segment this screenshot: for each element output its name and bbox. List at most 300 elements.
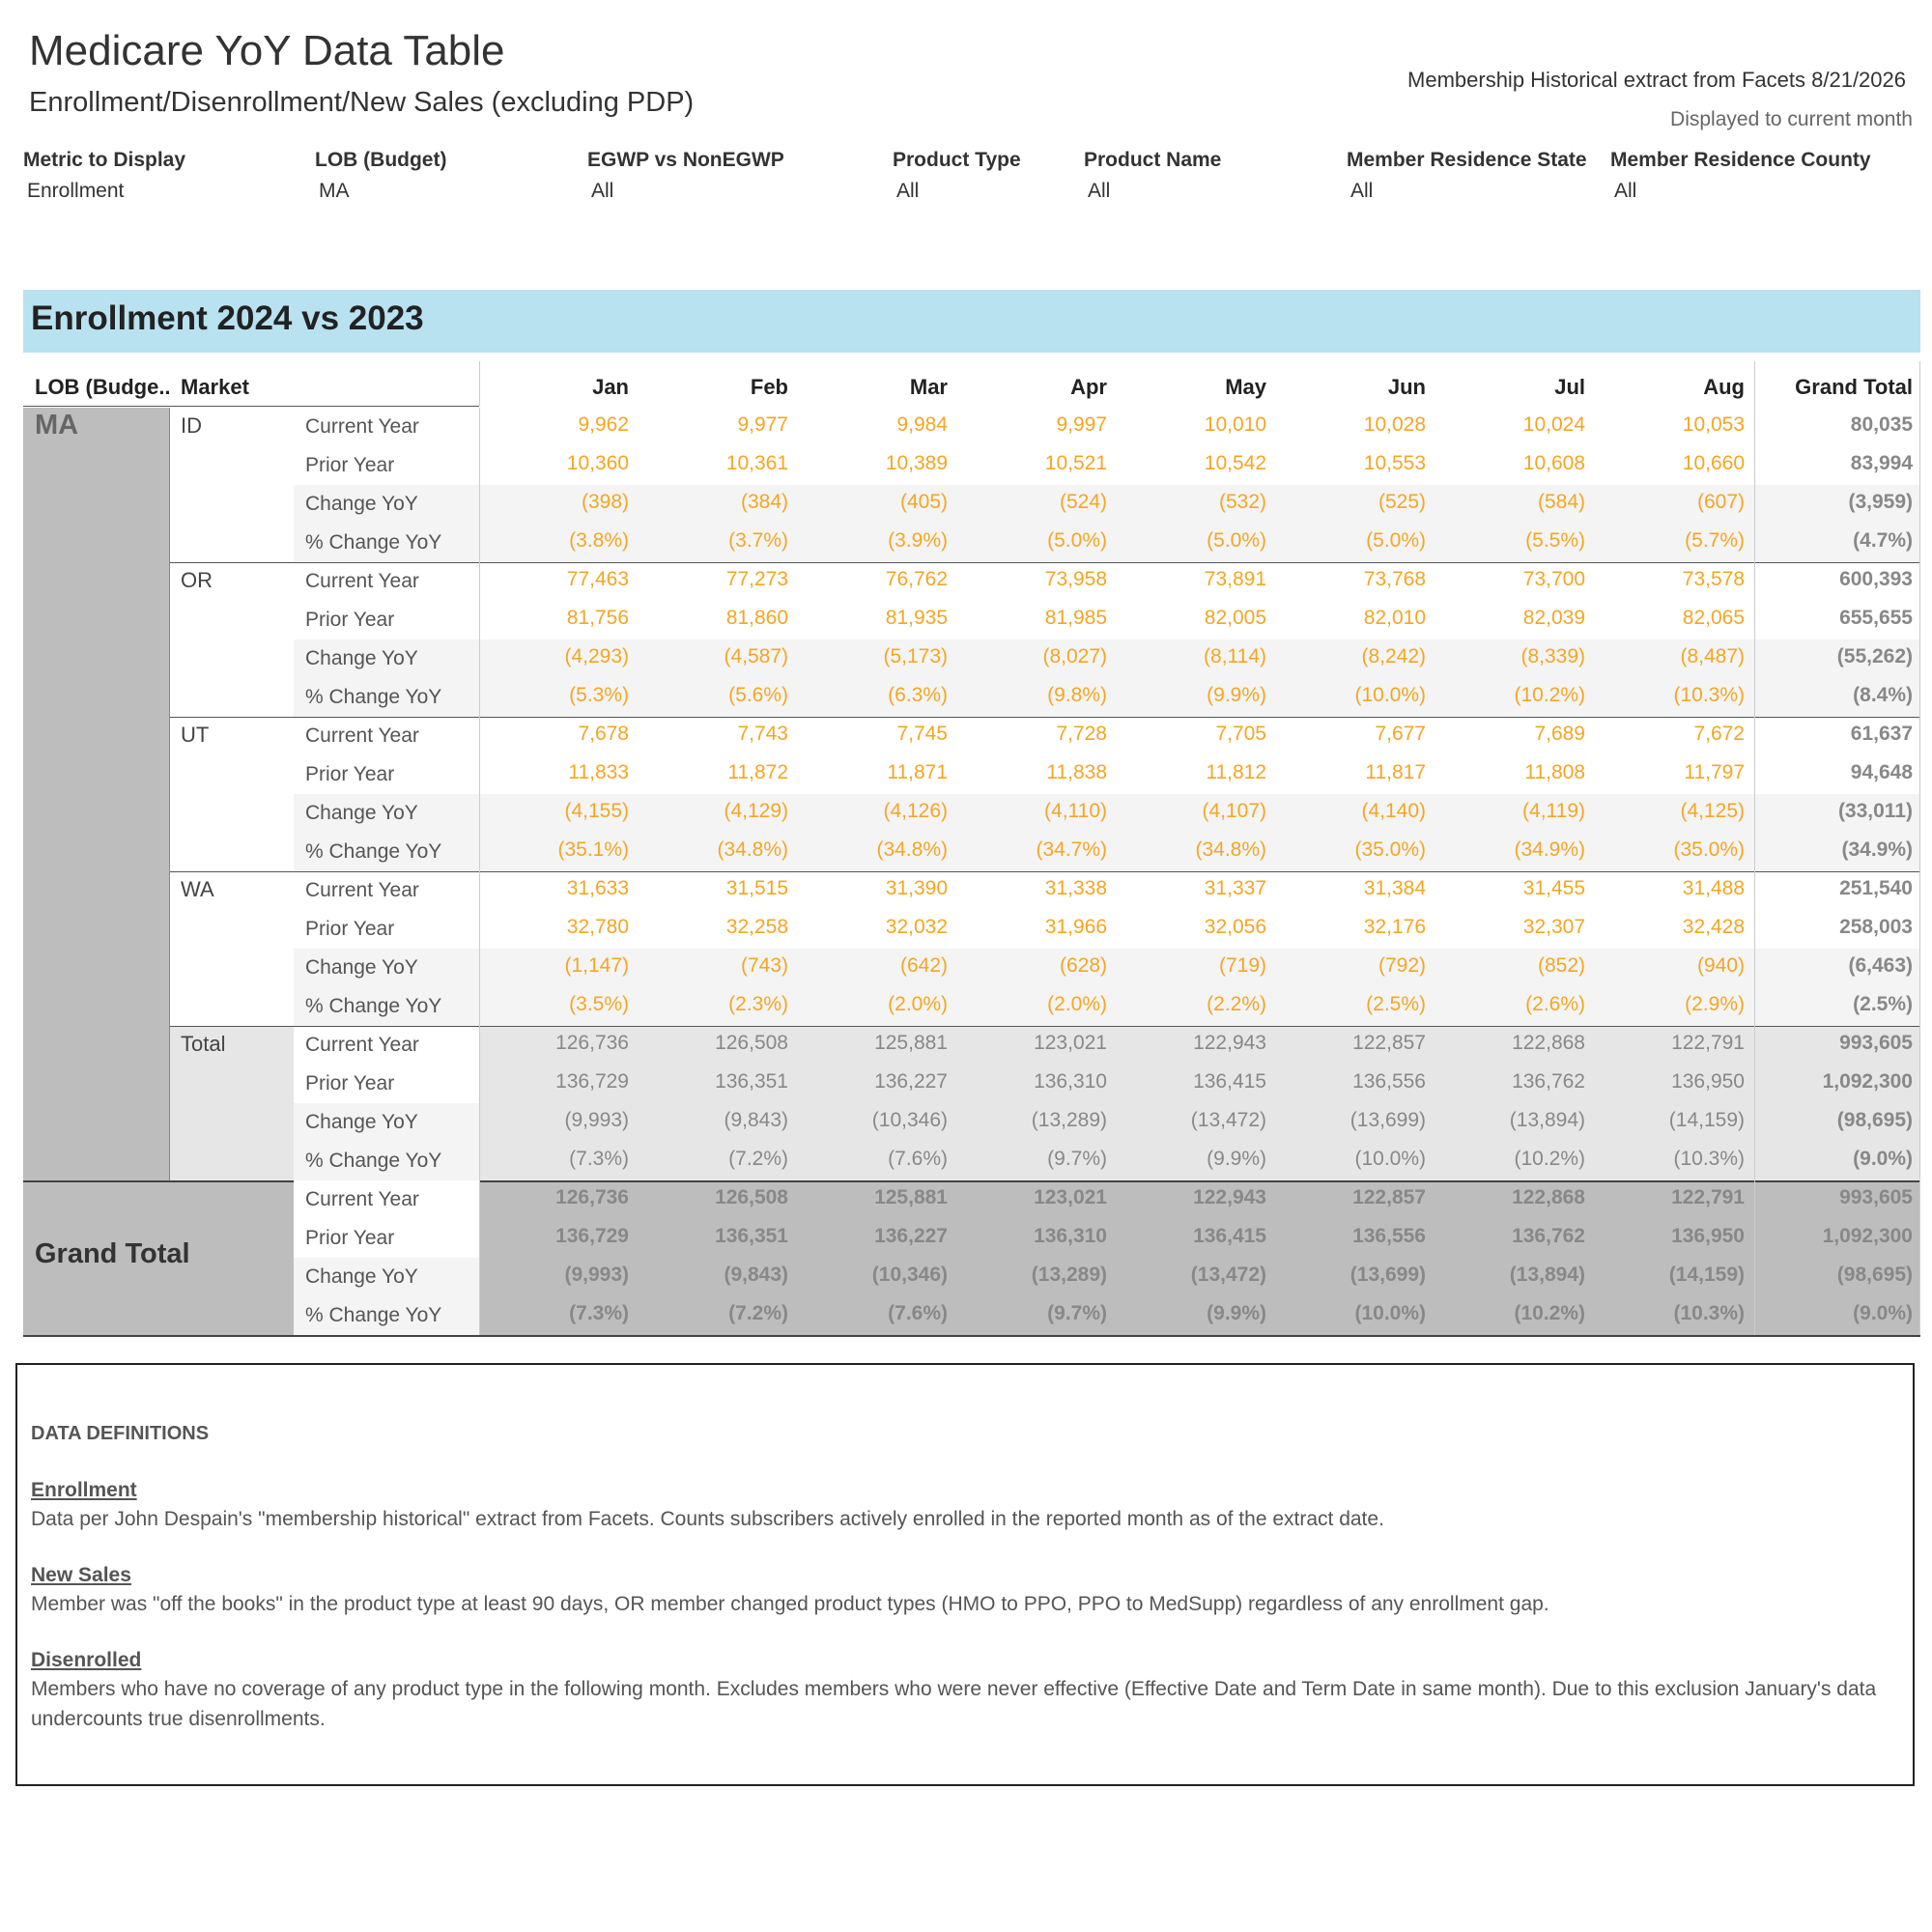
table-cell[interactable]: (9.9%) (1207, 1148, 1266, 1170)
table-cell[interactable]: (4,129) (724, 800, 788, 822)
row-grand-total[interactable]: 1,092,300 (1822, 1070, 1913, 1093)
grand-total-cell[interactable]: (9,993) (564, 1264, 629, 1286)
metric-label: Current Year (305, 570, 419, 592)
market-label: OR (181, 568, 213, 592)
table-cell[interactable]: 10,660 (1682, 452, 1745, 474)
table-cell[interactable]: 125,881 (874, 1032, 948, 1054)
grand-total-total[interactable]: (98,695) (1836, 1264, 1913, 1286)
grand-total-cell[interactable]: 122,943 (1193, 1186, 1266, 1208)
market-divider (169, 562, 1920, 563)
market-label: WA (181, 877, 214, 901)
grand-total-cell[interactable]: 136,950 (1671, 1225, 1745, 1247)
table-cell[interactable]: (35.0%) (1354, 838, 1426, 861)
table-cell[interactable]: 10,024 (1522, 413, 1585, 436)
table-cell[interactable]: 82,065 (1682, 607, 1745, 629)
table-cell[interactable]: (852) (1537, 954, 1585, 977)
table-cell[interactable]: 10,608 (1522, 452, 1585, 474)
header-divider (23, 406, 479, 407)
metric-label: % Change YoY (305, 1304, 442, 1326)
filter-value[interactable]: All (591, 180, 614, 202)
table-cell[interactable]: (398) (581, 491, 629, 513)
metric-label: Current Year (305, 724, 419, 747)
table-cell[interactable]: (525) (1378, 491, 1426, 513)
table-cell[interactable]: (6.3%) (888, 684, 948, 706)
table-cell[interactable]: (34.9%) (1514, 838, 1585, 861)
metric-label: Change YoY (305, 956, 418, 979)
table-cell[interactable]: (628) (1059, 954, 1107, 977)
section-banner (23, 290, 1920, 353)
table-cell[interactable]: (3.5%) (569, 993, 629, 1015)
table-cell[interactable]: (9.8%) (1047, 684, 1107, 706)
table-cell[interactable]: 122,868 (1512, 1032, 1585, 1054)
table-cell[interactable]: (642) (899, 954, 948, 977)
definition-text-disenrolled: Members who have no coverage of any product type in the following month. Excludes members who were never effective (Effective Date and Term Date in same month). Due to this exclusion January's data undercounts true disenrollments. (31, 1678, 1877, 1730)
metric-label: Change YoY (305, 1111, 418, 1133)
table-cell[interactable]: (2.0%) (1047, 993, 1107, 1015)
grand-total-cell[interactable]: (10.0%) (1354, 1302, 1426, 1324)
filter-value[interactable]: Enrollment (27, 180, 125, 202)
table-cell[interactable]: (10.2%) (1514, 684, 1585, 706)
table-cell[interactable]: 136,351 (715, 1070, 788, 1093)
grand-total-cell[interactable]: 122,791 (1671, 1186, 1745, 1208)
table-cell[interactable]: (4,155) (564, 800, 629, 822)
table-cell[interactable]: 31,515 (725, 877, 788, 899)
row-grand-total[interactable]: (98,695) (1836, 1109, 1913, 1131)
market-divider (169, 717, 1920, 718)
grand-total-cell[interactable]: 125,881 (874, 1186, 948, 1208)
table-cell[interactable]: (2.5%) (1366, 993, 1426, 1015)
lob-band (23, 408, 169, 1180)
grand-total-cell[interactable]: (7.3%) (569, 1302, 629, 1324)
metric-label: Current Year (305, 879, 419, 901)
table-cell[interactable]: (4,125) (1680, 800, 1745, 822)
grand-total-cell[interactable]: (13,699) (1350, 1264, 1426, 1286)
column-header-market[interactable]: Market (181, 375, 249, 399)
table-cell[interactable]: 73,958 (1044, 568, 1107, 590)
table-cell[interactable]: 81,756 (566, 607, 629, 629)
column-header-month[interactable]: Aug (1703, 375, 1745, 399)
table-cell[interactable]: 73,891 (1204, 568, 1266, 590)
table-cell[interactable]: 122,791 (1671, 1032, 1745, 1054)
table-cell[interactable]: 31,337 (1204, 877, 1266, 899)
metric-label: % Change YoY (305, 531, 442, 554)
table-cell[interactable]: 126,508 (715, 1032, 788, 1054)
table-cell[interactable]: 81,860 (725, 607, 788, 629)
row-grand-total[interactable]: (3,959) (1848, 491, 1913, 513)
metric-label: % Change YoY (305, 995, 442, 1017)
table-cell[interactable]: 32,056 (1204, 916, 1266, 938)
grand-total-cell[interactable]: 136,729 (555, 1225, 629, 1247)
column-header-month[interactable]: Feb (750, 375, 788, 399)
definition-text-enrollment: Data per John Despain's "membership historical" extract from Facets. Counts subscribers actively enrolled in the reported month as of the extract date. (31, 1508, 1384, 1530)
table-cell[interactable]: (405) (899, 491, 948, 513)
definition-title-enrollment: Enrollment (31, 1479, 137, 1501)
grand-total-cell[interactable]: (7.2%) (728, 1302, 788, 1324)
table-cell[interactable]: (5.3%) (569, 684, 629, 706)
table-cell[interactable]: (2.6%) (1525, 993, 1585, 1015)
table-cell[interactable]: (34.8%) (717, 838, 788, 861)
section-title: Enrollment 2024 vs 2023 (31, 299, 424, 337)
filter-label: Product Name (1084, 149, 1222, 171)
table-cell[interactable]: (5.0%) (1366, 529, 1426, 552)
table-cell[interactable]: (10,346) (871, 1109, 948, 1131)
metric-label: Current Year (305, 415, 419, 438)
table-cell[interactable]: 82,010 (1363, 607, 1426, 629)
filter-label: Product Type (893, 149, 1021, 171)
row-grand-total[interactable]: (4.7%) (1853, 529, 1913, 552)
market-label: UT (181, 723, 210, 747)
table-cell[interactable]: (34.8%) (1195, 838, 1266, 861)
row-grand-total[interactable]: (34.9%) (1841, 838, 1913, 861)
metric-label: Prior Year (305, 1072, 395, 1094)
grand-total-cell[interactable]: (14,159) (1668, 1264, 1745, 1286)
table-right-border (1919, 361, 1920, 1335)
metric-label: Change YoY (305, 493, 418, 515)
table-cell[interactable]: 9,997 (1056, 413, 1107, 436)
grand-total-cell[interactable]: 136,310 (1034, 1225, 1107, 1247)
metric-label: Prior Year (305, 1227, 395, 1249)
table-cell[interactable]: (3.8%) (569, 529, 629, 552)
table-cell[interactable]: (9,843) (724, 1109, 788, 1131)
extract-note: Membership Historical extract from Facets 8/21/2026 (1407, 68, 1906, 92)
table-cell[interactable]: (3.9%) (888, 529, 948, 552)
column-header-month[interactable]: Jul (1554, 375, 1585, 399)
grand-total-cell[interactable]: 126,736 (555, 1186, 629, 1208)
table-cell[interactable]: 31,966 (1044, 916, 1107, 938)
grand-total-cell[interactable]: 122,857 (1352, 1186, 1426, 1208)
row-grand-total[interactable]: (33,011) (1837, 800, 1913, 822)
table-cell[interactable]: 82,005 (1204, 607, 1266, 629)
row-grand-total[interactable]: (2.5%) (1853, 993, 1913, 1015)
table-cell[interactable]: 7,743 (737, 723, 788, 745)
table-cell[interactable]: (792) (1378, 954, 1426, 977)
table-cell[interactable]: (3.7%) (728, 529, 788, 552)
grand-total-cell[interactable]: (7.6%) (888, 1302, 948, 1324)
table-cell[interactable]: 10,053 (1682, 413, 1745, 436)
grand-total-cell[interactable]: (13,472) (1190, 1264, 1266, 1286)
display-note: Displayed to current month (1670, 108, 1913, 130)
market-column-divider (169, 408, 170, 1180)
row-grand-total[interactable]: 80,035 (1850, 413, 1913, 436)
grand-total-cell[interactable]: (13,289) (1031, 1264, 1107, 1286)
table-cell[interactable]: (13,472) (1190, 1109, 1266, 1131)
table-cell[interactable]: 136,950 (1671, 1070, 1745, 1093)
table-cell[interactable]: 73,768 (1363, 568, 1426, 590)
data-column-divider (479, 408, 480, 1335)
table-cell[interactable]: 76,762 (885, 568, 948, 590)
row-grand-total[interactable]: 83,994 (1850, 452, 1913, 474)
metric-label: Prior Year (305, 609, 395, 631)
market-label: ID (181, 413, 202, 438)
table-cell[interactable]: (13,699) (1350, 1109, 1426, 1131)
filter-value[interactable]: MA (319, 180, 350, 202)
table-cell[interactable]: (8,242) (1361, 645, 1426, 668)
table-cell[interactable]: 32,780 (566, 916, 629, 938)
row-grand-total[interactable]: 655,655 (1839, 607, 1913, 629)
column-header-month[interactable]: Mar (909, 375, 948, 399)
grand-total-total[interactable]: 1,092,300 (1822, 1225, 1913, 1247)
table-cell[interactable]: 136,310 (1034, 1070, 1107, 1093)
table-cell[interactable]: 32,176 (1363, 916, 1426, 938)
grand-total-cell[interactable]: 136,556 (1352, 1225, 1426, 1247)
table-cell[interactable]: 32,032 (885, 916, 948, 938)
filter-5[interactable] (1347, 149, 1587, 203)
grand-total-cell[interactable]: (10.2%) (1514, 1302, 1585, 1324)
filter-label: LOB (Budget) (315, 149, 447, 171)
table-cell[interactable]: (10.3%) (1673, 1148, 1745, 1170)
table-cell[interactable]: (5,173) (883, 645, 948, 668)
filter-value[interactable]: All (1614, 180, 1637, 202)
metric-label: Change YoY (305, 647, 418, 669)
table-cell[interactable]: (4,587) (724, 645, 788, 668)
grand-total-cell[interactable]: (10.3%) (1673, 1302, 1745, 1324)
table-cell[interactable]: 11,871 (887, 761, 948, 783)
table-cell[interactable]: (9.9%) (1207, 684, 1266, 706)
metric-label: Change YoY (305, 802, 418, 824)
table-cell[interactable]: (10.3%) (1673, 684, 1745, 706)
table-cell[interactable]: (7.2%) (728, 1148, 788, 1170)
grand-total-cell[interactable]: (9.9%) (1207, 1302, 1266, 1324)
grand-total-cell[interactable]: (9,843) (724, 1264, 788, 1286)
grand-total-cell[interactable]: 136,762 (1512, 1225, 1585, 1247)
table-cell[interactable]: (524) (1059, 491, 1107, 513)
table-cell[interactable]: (5.7%) (1685, 529, 1745, 552)
metric-label: Current Year (305, 1188, 419, 1210)
table-cell[interactable]: 31,488 (1682, 877, 1745, 899)
table-cell[interactable]: (940) (1696, 954, 1745, 977)
row-grand-total[interactable]: 993,605 (1839, 1032, 1913, 1054)
row-grand-total[interactable]: 94,648 (1850, 761, 1913, 783)
table-cell[interactable]: 11,833 (568, 761, 629, 783)
metric-label: Current Year (305, 1034, 419, 1056)
filter-value[interactable]: All (896, 180, 920, 202)
table-cell[interactable]: (35.1%) (557, 838, 629, 861)
table-cell[interactable]: 10,389 (885, 452, 948, 474)
table-cell[interactable]: 9,962 (578, 413, 629, 436)
table-cell[interactable]: (13,289) (1031, 1109, 1107, 1131)
definition-text-new-sales: Member was "off the books" in the product type at least 90 days, OR member changed product types (HMO to PPO, PPO to MedSupp) regardless of any enrollment gap. (31, 1593, 1549, 1615)
table-cell[interactable]: 7,705 (1215, 723, 1266, 745)
table-cell[interactable]: (10.0%) (1354, 684, 1426, 706)
table-cell[interactable]: (4,293) (564, 645, 629, 668)
market-label: Total (181, 1032, 226, 1056)
table-cell[interactable]: 10,553 (1363, 452, 1426, 474)
table-cell[interactable]: (2.3%) (728, 993, 788, 1015)
filter-value[interactable]: All (1088, 180, 1111, 202)
table-cell[interactable]: 11,812 (1206, 761, 1266, 783)
table-cell[interactable]: (384) (740, 491, 788, 513)
table-cell[interactable]: 10,542 (1204, 452, 1266, 474)
table-cell[interactable]: (9.7%) (1047, 1148, 1107, 1170)
table-cell[interactable]: 31,633 (566, 877, 629, 899)
metric-label: Prior Year (305, 454, 395, 476)
row-grand-total[interactable]: 61,637 (1850, 723, 1913, 745)
table-cell[interactable]: 9,984 (896, 413, 948, 436)
table-cell[interactable]: 123,021 (1034, 1032, 1107, 1054)
table-cell[interactable]: 122,943 (1193, 1032, 1266, 1054)
table-cell[interactable]: (7.6%) (888, 1148, 948, 1170)
table-cell[interactable]: (5.5%) (1525, 529, 1585, 552)
grand-total-cell[interactable]: 126,508 (715, 1186, 788, 1208)
row-grand-total[interactable]: (8.4%) (1853, 684, 1913, 706)
metric-label: % Change YoY (305, 686, 442, 708)
column-header-month[interactable]: May (1225, 375, 1266, 399)
metric-label: % Change YoY (305, 1150, 442, 1172)
table-cell[interactable]: (607) (1696, 491, 1745, 513)
grand-total-cell[interactable]: 136,351 (715, 1225, 788, 1247)
grand-total-cell[interactable]: (10,346) (871, 1264, 948, 1286)
table-cell[interactable]: (34.7%) (1036, 838, 1107, 861)
grand-total-cell[interactable]: 122,868 (1512, 1186, 1585, 1208)
filter-2[interactable] (587, 149, 784, 203)
table-cell[interactable]: 136,556 (1352, 1070, 1426, 1093)
filter-label: Member Residence State (1347, 149, 1587, 171)
filter-0[interactable] (23, 149, 185, 203)
table-cell[interactable]: (34.8%) (876, 838, 948, 861)
row-grand-total[interactable]: (6,463) (1848, 954, 1913, 977)
table-cell[interactable]: 10,521 (1044, 452, 1107, 474)
table-cell[interactable]: (4,119) (1522, 800, 1585, 822)
table-cell[interactable]: (7.3%) (569, 1148, 629, 1170)
row-grand-total[interactable]: 251,540 (1839, 877, 1913, 899)
header-vertical-divider (479, 361, 480, 406)
filter-4[interactable] (1084, 149, 1221, 203)
table-cell[interactable]: (8,114) (1204, 645, 1266, 668)
table-cell[interactable]: 136,762 (1512, 1070, 1585, 1093)
filter-value[interactable]: All (1350, 180, 1374, 202)
table-cell[interactable]: 11,797 (1684, 761, 1745, 783)
column-header-grand-total[interactable]: Grand Total (1795, 375, 1913, 399)
table-cell[interactable]: 11,838 (1046, 761, 1107, 783)
table-bottom-border (23, 1335, 1920, 1337)
page-title: Medicare YoY Data Table (29, 27, 505, 74)
table-cell[interactable]: 32,307 (1522, 916, 1585, 938)
table-cell[interactable]: (4,107) (1202, 800, 1266, 822)
table-cell[interactable]: 73,578 (1682, 568, 1745, 590)
table-cell[interactable]: 136,227 (874, 1070, 948, 1093)
grand-total-cell[interactable]: 123,021 (1034, 1186, 1107, 1208)
table-cell[interactable]: (4,110) (1044, 800, 1107, 822)
table-cell[interactable]: 32,258 (725, 916, 788, 938)
table-cell[interactable]: (35.0%) (1673, 838, 1745, 861)
table-cell[interactable]: 73,700 (1522, 568, 1585, 590)
table-cell[interactable]: (2.9%) (1685, 993, 1745, 1015)
table-cell[interactable]: (5.6%) (728, 684, 788, 706)
table-cell[interactable]: (719) (1218, 954, 1266, 977)
metric-label: Change YoY (305, 1265, 418, 1288)
table-cell[interactable]: (532) (1218, 491, 1266, 513)
grand-total-cell[interactable]: (9.7%) (1047, 1302, 1107, 1324)
table-cell[interactable]: (2.2%) (1207, 993, 1266, 1015)
table-cell[interactable]: (584) (1537, 491, 1585, 513)
grand-total-cell[interactable]: 136,415 (1193, 1225, 1266, 1247)
table-cell[interactable]: 7,745 (896, 723, 948, 745)
table-cell[interactable]: (9,993) (564, 1109, 629, 1131)
table-cell[interactable]: (5.0%) (1047, 529, 1107, 552)
table-cell[interactable]: 81,985 (1044, 607, 1107, 629)
grand-total-total[interactable]: 993,605 (1839, 1186, 1913, 1208)
table-cell[interactable]: 31,390 (885, 877, 948, 899)
table-cell[interactable]: (14,159) (1668, 1109, 1745, 1131)
row-grand-total[interactable]: (55,262) (1836, 645, 1913, 668)
metric-label: Prior Year (305, 918, 395, 940)
table-cell[interactable]: (743) (740, 954, 788, 977)
row-grand-total[interactable]: 258,003 (1839, 916, 1913, 938)
table-cell[interactable]: 7,672 (1693, 723, 1745, 745)
market-divider (169, 1026, 1920, 1027)
table-cell[interactable]: 77,273 (725, 568, 788, 590)
table-cell[interactable]: 32,428 (1682, 916, 1745, 938)
filter-1[interactable] (315, 149, 446, 203)
grand-total-label: Grand Total (35, 1238, 190, 1269)
row-grand-total[interactable]: (9.0%) (1853, 1148, 1913, 1170)
table-cell[interactable]: (2.0%) (888, 993, 948, 1015)
table-cell[interactable]: 122,857 (1352, 1032, 1426, 1054)
column-header-lob[interactable]: LOB (Budge.. (35, 375, 171, 399)
table-cell[interactable]: (13,894) (1509, 1109, 1585, 1131)
table-cell[interactable]: 82,039 (1522, 607, 1585, 629)
table-cell[interactable]: 10,361 (725, 452, 788, 474)
grand-total-column-divider (1754, 361, 1755, 1335)
table-cell[interactable]: 77,463 (566, 568, 629, 590)
column-header-month[interactable]: Apr (1070, 375, 1107, 399)
market-divider (169, 871, 1920, 872)
column-header-month[interactable]: Jun (1387, 375, 1426, 399)
filter-6[interactable] (1610, 149, 1871, 203)
filter-label: EGWP vs NonEGWP (587, 149, 784, 171)
metric-label: % Change YoY (305, 840, 442, 863)
table-cell[interactable]: (8,487) (1680, 645, 1745, 668)
table-cell[interactable]: 7,677 (1375, 723, 1426, 745)
table-cell[interactable]: (4,140) (1361, 800, 1426, 822)
table-cell[interactable]: 11,808 (1524, 761, 1585, 783)
metric-label: Prior Year (305, 763, 395, 785)
grand-total-cell[interactable]: (13,894) (1509, 1264, 1585, 1286)
table-cell[interactable]: 11,872 (727, 761, 788, 783)
table-cell[interactable]: 81,935 (885, 607, 948, 629)
table-cell[interactable]: (8,027) (1042, 645, 1107, 668)
table-cell[interactable]: 31,384 (1363, 877, 1426, 899)
table-cell[interactable]: 126,736 (555, 1032, 629, 1054)
table-cell[interactable]: (8,339) (1520, 645, 1585, 668)
table-cell[interactable]: 7,728 (1056, 723, 1107, 745)
table-cell[interactable]: 9,977 (737, 413, 788, 436)
table-cell[interactable]: (10.2%) (1514, 1148, 1585, 1170)
table-cell[interactable]: 136,415 (1193, 1070, 1266, 1093)
filter-3[interactable] (893, 149, 1021, 203)
table-cell[interactable]: 7,678 (578, 723, 629, 745)
definitions-heading: DATA DEFINITIONS (31, 1423, 210, 1444)
table-cell[interactable]: 10,010 (1204, 413, 1266, 436)
table-cell[interactable]: 136,729 (555, 1070, 629, 1093)
table-cell[interactable]: (10.0%) (1354, 1148, 1426, 1170)
lob-label: MA (35, 410, 79, 440)
grand-total-cell[interactable]: 136,227 (874, 1225, 948, 1247)
row-grand-total[interactable]: 600,393 (1839, 568, 1913, 590)
grand-total-total[interactable]: (9.0%) (1853, 1302, 1913, 1324)
table-cell[interactable]: (1,147) (564, 954, 629, 977)
table-cell[interactable]: 11,817 (1365, 761, 1426, 783)
column-header-month[interactable]: Jan (592, 375, 629, 399)
table-cell[interactable]: (5.0%) (1207, 529, 1266, 552)
table-cell[interactable]: 31,338 (1044, 877, 1107, 899)
table-cell[interactable]: 31,455 (1522, 877, 1585, 899)
table-cell[interactable]: 7,689 (1534, 723, 1585, 745)
filter-label: Member Residence County (1610, 149, 1871, 171)
table-cell[interactable]: (4,126) (883, 800, 948, 822)
table-cell[interactable]: 10,028 (1363, 413, 1426, 436)
table-cell[interactable]: 10,360 (566, 452, 629, 474)
